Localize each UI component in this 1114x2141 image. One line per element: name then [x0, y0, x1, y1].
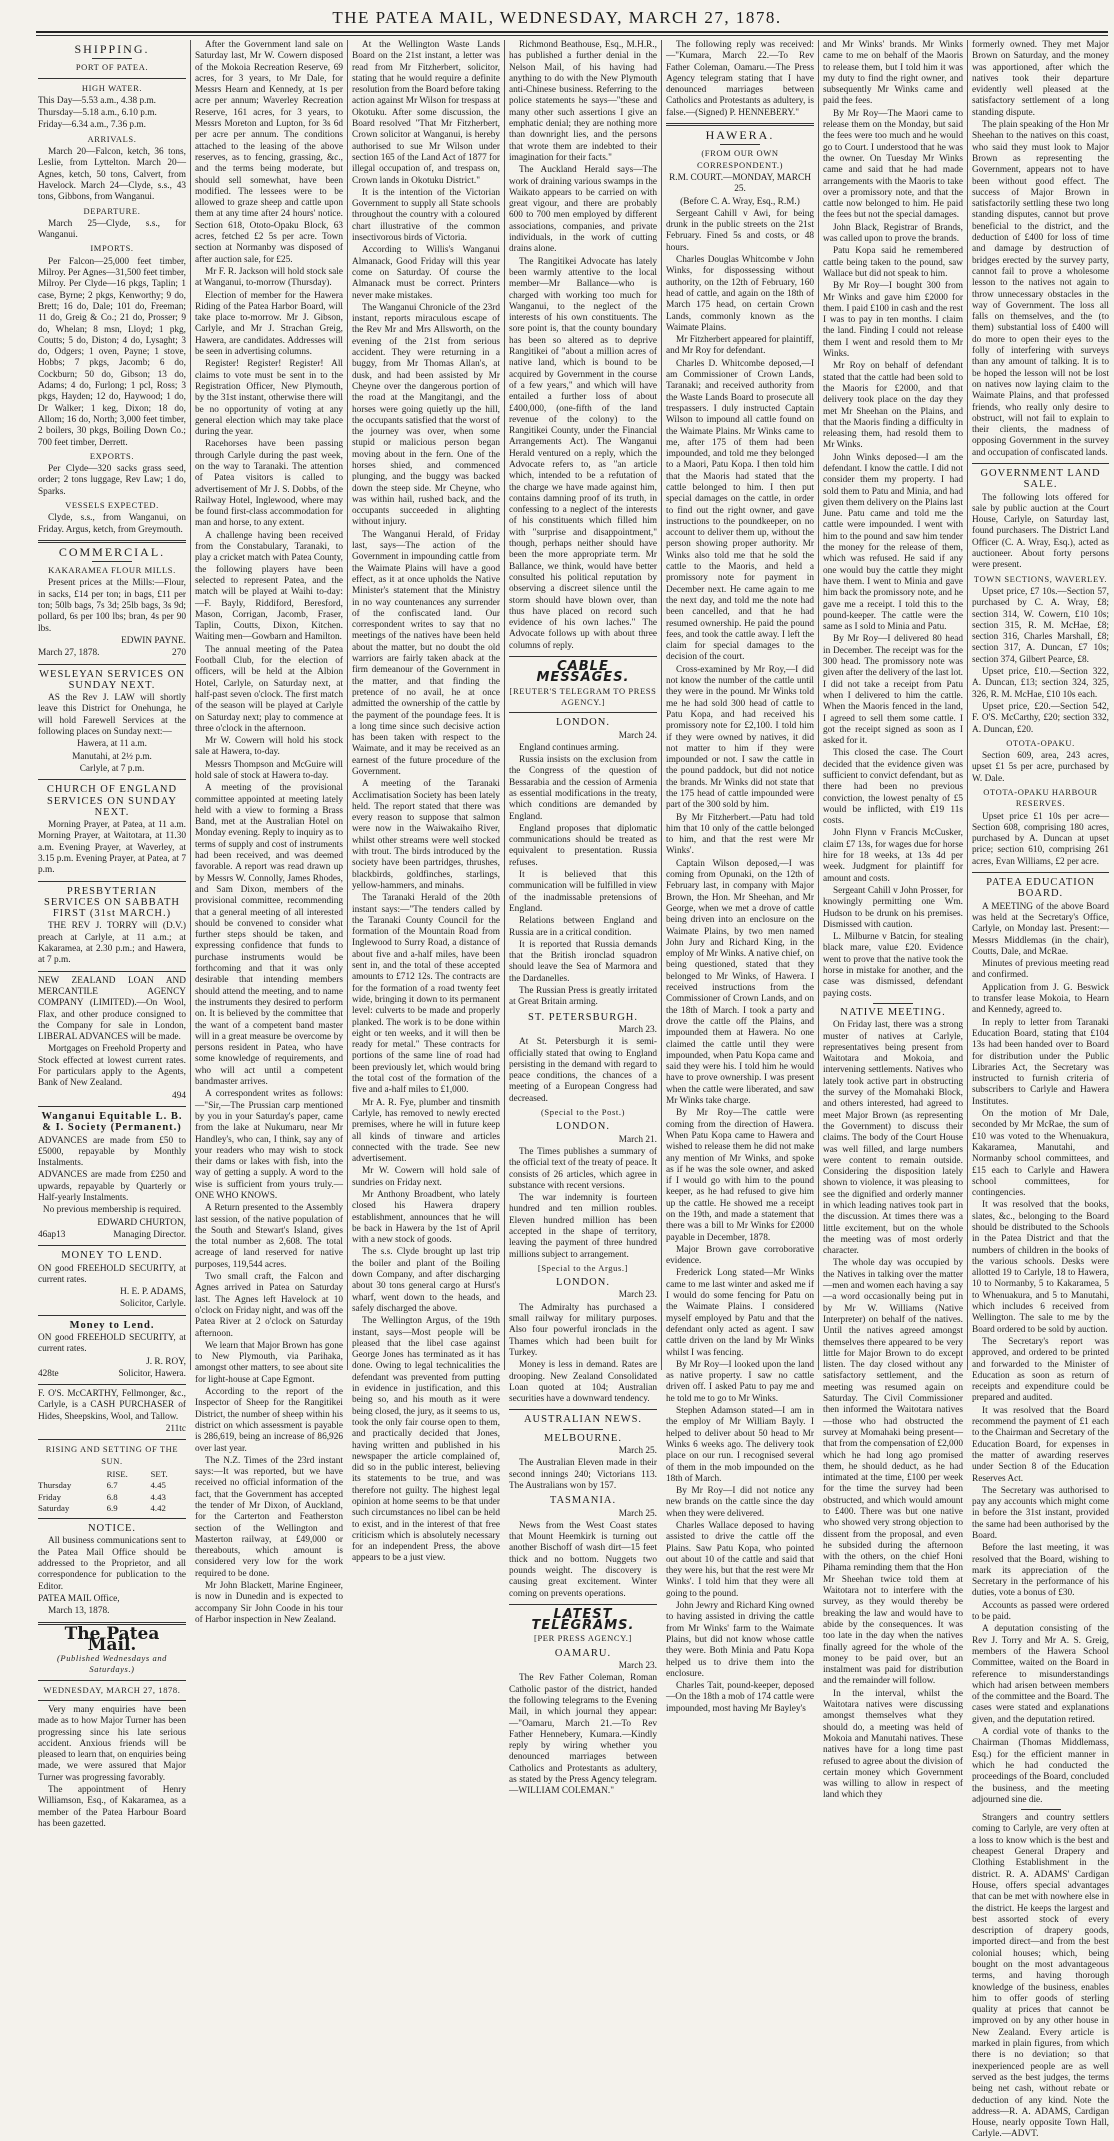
paper-title: The Patea Mail.	[64, 1623, 160, 1655]
article-p: The following reply was received:—"Kumara, March 22.—To Rev Father Coleman, Oamaru.—The Press Agency telegram stating that I have denounced marriages between Catholics and Protestants as adultery, is false.—(Signed) P. HENNEBERY."	[666, 40, 814, 118]
notice-text: All business communications sent to the Patea Mail Office should be addressed to the Proprietor, and all correspondence for publication to the Editor.	[38, 1536, 186, 1592]
article-p: Money is less in demand. Rates are drooping. New Zealand Consolidated Loan quoted at 104; Australian securities have a downward tendency.	[509, 1360, 657, 1405]
divider	[873, 1003, 913, 1004]
dateline: March 23.	[618, 1024, 657, 1035]
rm-court-before: (Before C. A. Wray, Esq., R.M.)	[680, 196, 800, 207]
divider	[509, 1409, 657, 1410]
article-p: Mr Fitzherbert appeared for plaintiff, and Mr Roy for defendant.	[666, 335, 814, 357]
divider	[509, 1604, 657, 1605]
imports-heading: IMPORTS.	[90, 243, 134, 254]
special-post: (Special to the Post.)	[540, 1107, 626, 1118]
divider	[92, 561, 132, 562]
article-p: Section 609, area, 243 acres, upset £1 5s per acre, purchased by W. Dale.	[972, 751, 1109, 784]
wanganui-society-heading: Wanganui Equitable L. B. & I. Society (Permanent.)	[41, 1110, 183, 1134]
article-p: By Mr Roy—I bought 300 from Mr Winks and gave him £2000 for them. I paid £100 in cash and the rest I was to pay in ten months. I claim the land. Finding I could not release them I went and resold them to Mr Winks.	[823, 281, 963, 360]
masthead-rule	[36, 31, 1108, 33]
article-p: England proposes that diplomatic communications should be treated as equivalent to presentation. Russia refuses.	[509, 823, 657, 868]
gov-sale-heading: GOVERNMENT LAND SALE.	[980, 467, 1101, 491]
article-p: The annual meeting of the Patea Football Club, for the election of officers, will be held at the Albion Hotel, Carlyle, on Saturday next, at half-past seven o'clock. The first match of the season will be played at Carlyle on Saturday next; play to commence at three o'clock in the afternoon.	[195, 644, 343, 734]
flour-mills-heading: KAKARAMEA FLOUR MILLS.	[48, 565, 176, 576]
divider	[38, 1384, 186, 1385]
divider	[38, 1315, 186, 1316]
article-p: formerly owned. They met Major Brown on Saturday, and the money was apportioned, after which the natives took their departure evidently well pleased at the satisfactory settlement of a long standing dispute.	[972, 40, 1109, 118]
table-row: Friday 6.8 4.43	[38, 1491, 166, 1502]
advances-2: ADVANCES are made from £250 and upwards, repayable by Quarterly or Half-yearly Instalments.	[38, 1170, 186, 1204]
divider	[509, 712, 657, 713]
church-text: Morning Prayer, at Patea, at 11 a.m. Morning Prayer, at Waitotara, at 11.30 a.m. Evening Prayer, at Waverley, at 3.15 p.m. Evening Prayer, at Patea, at 7 p.m.	[38, 820, 186, 876]
advances-3: No previous membership is required.	[42, 1205, 182, 1216]
table-row: Thursday 6.7 4.45	[38, 1480, 166, 1491]
article-p: The Rangitikei Advocate has lately been warmly attentive to the local member—Mr Ballance—who is charged with working too much for Wanganui, to the neglect of the interests of his own constituents. The sore point is, that the county boundary has been so altered as to deprive Rangitikei of "about a million acres of native land, which is bound to be acquired by Government in the course of a few years," and which will have entailed a further loss of about £400,000, (one-fifth of the land revenue of the colony) to the Rangitikei County, under the Financial Arrangements Act). The Wanganui Herald ventured on a reply, which the Advocate refers to, as "an article which, intended to be a refutation of the charge we have made against him, contains damning proof of its truth, in confessing to a neglect of the interests of his constituents which filled him with "surprise and disappointment," though, perhaps neither should have been the more appropriate term. Mr Ballance, we think, would have better consulted his political reputation by observing a discreet silence until the storm should have blown over, than thus have placed on record such evidence of his own laches." The Advocate follows up with about three columns of reply.	[509, 256, 657, 651]
article-p: Messrs Thompson and McGuire will hold sale of stock at Hawera to-day.	[195, 759, 343, 781]
article-p: Two small craft, the Falcon and Agnes arrived in Patea on Saturday last. The Agnes left Havelock at 10 o'clock on Friday night, and was off the Patea River at 2 o'clock on Saturday afternoon.	[195, 1272, 343, 1339]
article-p: The Auckland Herald says—The work of draining various swamps in the Waikato appears to be carried on with great vigour, and there are probably 600 to 700 men employed by different associations, companies, and private individuals, in the work of cutting drains alone.	[509, 165, 657, 255]
arrivals-heading: ARRIVALS.	[87, 133, 137, 144]
article-p: The Wanganui Herald, of Friday last, says—The action of the Government in impounding cattle from the Waimate Plains will have a good effect, as it at once upholds the Native Minister's statement that the Ministry in no way countenances any surrender of the confiscated land. Our correspondent writes to say that no meetings of the natives have been held about the matter, but no doubt the old warriors are fairly taken aback at the firm demeanour of the Government in the matter, and that finding the pretence of no avail, he at once admitted the ownership of the cattle by the payment of the poundage fees. It is a long time since such decisive action has been taken with respect to the Waimate, and it may be received as an earnest of the future procedure of the Government.	[352, 529, 500, 777]
column-rule	[661, 40, 662, 1370]
article-p: The Secretary's report was approved, and ordered to be printed and forwarded to the Minister of Education as soon as return of receipts and expenditure could be prepared and audited.	[972, 1336, 1109, 1404]
article-p: Frederick Long stated—Mr Winks came to me last winter and asked me if I would do some fencing for Patu on the Waimate Plains. I considered myself employed by Patu and that the defendant only acted as agent. I saw cattle driven on the land by Mr Winks whilst I was fencing.	[666, 1268, 814, 1358]
divider	[38, 664, 186, 665]
article-p: A deputation consisting of the Rev J. Torry and Mr A. S. Greig, members of the Hawera School Committee, waited on the Board in reference to misunderstandings which had arisen between members of the committee and the Board. The cases were stated and explanations given, and the deputation retired.	[972, 1624, 1109, 1725]
money2-role: 428te Solicitor, Hawera.	[38, 1368, 186, 1379]
article-p: In reply to letter from Taranaki Education Board, stating that £104 13s had been handed over to Board for distribution under the Public Libraries Act, the Secretary was instructed to furnish criteria of subscribers to Carlyle and Hawera Institutes.	[972, 1017, 1109, 1107]
presby-text: THE REV J. TORRY will (D.V.) preach at Carlyle, at 11 a.m.; at Kakaramea, at 2.30 p.m.; and Hawera, at 7 p.m.	[38, 921, 186, 966]
edu-board-heading: PATEA EDUCATION BOARD.	[986, 877, 1095, 900]
column-rule	[504, 40, 505, 1370]
london-heading: LONDON.	[556, 1277, 610, 1289]
article-p: The plain speaking of the Hon Mr Sheehan to the natives on this coast, who said they must look to Major Brown as representing the Government, appears not to have been without good effect. The success of Major Brown in satisfactorily settling these two long standing disputes, cannot but prove beneficial to the district, and the deduction of £400 for loss of time and damage by destruction of bridges erected by the survey party, cannot fail to prove a wholesome lesson to the natives not again to throw unnecessary obstacles in the way of Government. The loss all falls on themselves, and the (to them) substantial loss of £400 will do more to open their eyes to the folly of interfering with surveys than any amount of talking. It is to be hoped the lesson will not be lost on natives now laying claim to the Waimate Plains, and that professed friends, who really only desire to obstruct, will not fail to explain to their clients, the madness of opposing Government in the survey and occupation of confiscated lands.	[972, 120, 1109, 458]
divider	[38, 1106, 186, 1107]
dateline: March 25.	[618, 1508, 657, 1519]
column-7	[972, 40, 1109, 2140]
article-p: According to Willis's Wanganui Almanack, Good Friday will this year come on Saturday. Of course the Almanack must be correct. Printers never make mistakes.	[352, 245, 500, 301]
divider	[38, 1680, 186, 1681]
gs-subheading: OTOTA-OPAKU HARBOUR RESERVES.	[983, 787, 1098, 809]
article-p: It is reported that Russia demands that the British ironclad squadron should leave the Sea of Marmora and the Dardanelles.	[509, 939, 657, 984]
dateline: March 23.	[618, 1661, 657, 1672]
column-2	[195, 40, 343, 1625]
article-p: Election of member for the Hawera Riding of the Patea Harbor Board, will take place to-morrow. Mr J. Gibson, Carlyle, and Mr J. Strachan Greig, Hawera, are candidates. Addresses will be seen in advertising columns.	[195, 290, 343, 358]
editorial-p1: Very many enquiries have been made as to how Major Turner has been progressing since his late serious accident. Anxious friends will be pleased to learn that, on enquiries being made, we were assured that Major Turner was progressing favorably.	[38, 1705, 186, 1783]
article-p: A meeting of the provisional committee appointed at meeting lately held with a view to forming a Brass Band, met at the Australian Hotel on Monday evening. Reply to inquiry as to terms of supply and cost of instruments had been received, and was deemed favorable. A report was read drawn up by Messrs W. Connolly, James Rhodes, and Sam Dixon, members of the provisional committee, recommending that a general meeting of all interested should be convened to consider what further steps should be taken, and expressing confidence that funds to purchase instruments would be forthcoming and that it was only desirable that intending members should attend the meeting, and to name the instruments they desired to perform on. It is believed by the committee that the want of a competent band master will in a great measure be overcome by persons resident in Patea, who have some knowledge of requirements, and who will act until a competent bandmaster arrives.	[195, 783, 343, 1088]
money-text: ON good FREEHOLD SECURITY, at current rates.	[38, 1263, 186, 1285]
divider	[666, 123, 814, 126]
column-6	[823, 40, 963, 1801]
divider	[972, 872, 1109, 873]
sun-table-heading: RISING AND SETTING OF THE SUN.	[45, 1444, 179, 1466]
aus-news-heading: AUSTRALIAN NEWS.	[523, 1414, 643, 1426]
article-p: At the Wellington Waste Lands Board on the 21st instant, a letter was read from Mr Fitzherbert, solicitor, stating that he would require a definite resolution from the Board before taking action against Mr Wilson for trespass at Okotuku. After some discussion, the Board resolved "That Mr Fitzherbert, Crown solicitor at Wanganui, is hereby authorised to sue Mr Wilson under section 165 of the Land Act of 1877 for illegal occupation of, and trespass on, Crown lands in Okotuku District."	[352, 40, 500, 186]
imports-text: Per Falcon—25,000 feet timber, Milroy. Per Agnes—31,500 feet timber, Milroy. Per Clyde—16 pkgs, Taplin; 1 case, Byrne; 2 pkgs, Kenworthy; 9 do, Brett; 16 do, Dale; 101 do, Freeman; 11 do, Greig & Co.; 21 do, Prosser; 9 do, Whelan; 8 msn, Lloyd; 1 pkg, Coutts; 5 do, Diston; 4 do, Lysaght; 3 do, Odgers; 1 oven, Payne; 1 stove, Hobbs; 7 pkgs, Jacomb; 6 do, Cockburn; 50 do, Gibson; 13 do, Adams; 4 do, Furlong; 1 pcl, Ross; 3 pkgs, Hayden; 12 do, Haywood; 1 do, Dr Walker; 1 keg, Dixon; 18 do, Allom; 16 do, North; 3,000 feet timber, 2 boilers, 30 pkgs, Boiling Down Co.; 700 feet timber, Derrett.	[38, 256, 186, 448]
hawera-subheading: (FROM OUR OWN CORRESPONDENT.)	[696, 148, 784, 170]
advances-role: 46ap13 Managing Director.	[38, 1229, 186, 1240]
article-p: Richmond Beathouse, Esq., M.H.R., has published a further denial in the Nelson Mail, of his having had anything to do with the New Plymouth anti-Chinese business. Referring to the police statements he says—"these and many other such assertions I give an emphatic denial; they are nothing more than downright lies, and the persons that wrote them are indebted to their imagination for their facts."	[509, 40, 657, 163]
mccarthy-no: 211tc	[165, 1424, 186, 1435]
dateline: March 21.	[618, 1134, 657, 1145]
departure-heading: DEPARTURE.	[83, 205, 141, 216]
flour-text: Present prices at the Mills:—Flour, in sacks, £14 per ton; in bags, £11 per ton; 50lb bags, 7s 3d; 25lb bags, 3s 9d; pollard, 6s per 100 lbs; bran, 4s per 90 lbs.	[38, 578, 186, 634]
article-p: Patu Kopa said he remembered cattle being taken to the pound, saw Wallace but did not speak to him.	[823, 246, 963, 279]
divider	[38, 1439, 186, 1440]
article-p: The Admiralty has purchased a small railway for military purposes. Also four powerful ironclads in the Thames which had been built for Turkey.	[509, 1302, 657, 1358]
divider	[38, 971, 186, 972]
advances-1: ADVANCES are made from £50 to £5000, repayable by Monthly Instalments.	[38, 1135, 186, 1169]
london-heading: LONDON.	[556, 1121, 610, 1133]
hw-line: Thursday—5.18 a.m., 6.10 p.m.	[38, 108, 157, 119]
editorial-p2: The appointment of Henry Williamson, Esq., of Kakaramea, as a member of the Patea Harbour Board has been gazetted.	[38, 1785, 186, 1829]
article-p: The N.Z. Times of the 23rd instant says:—It was reported, but we have received no official information of the fact, that the Government has accepted the tender of Mr Dixon, of Auckland, for the Carterton and Featherston section of the Wellington and Masterton railway, at £49,000 or thereabouts, which amount is considered very low for the work required to be done.	[195, 1455, 343, 1579]
masthead-rule-thin	[36, 35, 1108, 36]
money2-sign: J. R. ROY,	[146, 1356, 186, 1367]
gs-subheading: TOWN SECTIONS, WAVERLEY.	[973, 573, 1108, 584]
presbyterian-heading: PRESBYTERIAN SERVICES ON SABBATH FIRST (31st MARCH.)	[43, 885, 180, 920]
article-p: At St. Petersburgh it is semi-officially stated that owing to England persisting in the demand with regard to peace conditions, the chances of a meeting of a European Congress had decreased.	[509, 1037, 657, 1104]
article-p: The war indemnity is fourteen hundred and ten million roubles. Eleven hundred million has been accepted in the shape of territory, leaving the payment of three hundred millions subject to arrangement.	[509, 1193, 657, 1260]
divider	[720, 144, 760, 145]
article-p: This closed the case. The Court decided that the evidence given was sufficient to convict defendant, but as there had been no previous conviction, the lowest penalty of £5 would be inflicted, with £19 11s costs.	[823, 748, 963, 827]
article-p: In the interval, whilst the Waitotara natives were discussing amongst themselves what they should do, a meeting was held of Mokoia and Manutahi natives. These natives have for a long time past refused to agree about the division of certain money which Government was willing to allow in respect of land which they	[823, 1688, 963, 1801]
article-p: It is believed that this communication will be fulfilled in view of the inadmissable pretensions of England.	[509, 870, 657, 914]
article-p: Mr W. Cowern will hold sale of sundries on Friday next.	[352, 1166, 500, 1188]
article-p: By Mr Roy—I delivered 80 head in December. The receipt was for the 300 head. The promissory note was given after the delivery of the last lot. I did not take a receipt from Patu when I delivered to him the cattle. When the Maoris fenced in the land, I agreed to sell them some cattle. I got the receipt signed as soon as I asked for it.	[823, 634, 963, 747]
article-p: Mr John Blackett, Marine Engineer, is now in Dunedin and is expected to accompany Sir John Coode in his tour of Harbor inspection in New Zealand.	[195, 1581, 343, 1625]
article-p: Sergeant Cahill v John Prosser, for knowingly permitting one Wm. Hudson to be drunk on his premises. Dismissed with caution.	[823, 885, 963, 930]
article-p: A correspondent writes as follows:—"Sir,—The Prussian carp mentioned by you in your Saturday's paper, came from the lake at Nukumaru, near Mr Handley's, who can, I think, say any of your readers who may wish to stock their dams or lakes with fish, into the way of getting a supply. A word to the wise is sufficient from yours truly.—ONE WHO KNOWS.	[195, 1089, 343, 1201]
divider	[563, 1429, 603, 1430]
article-p: Charles D. Whitcombe deposed,—I am Commissioner of Crown Lands, Taranaki; and received authority from the Waste Lands Board to prosecute all trespassers. I duly instructed Captain Wilson to impound all cattle found on the Waimate Plains. Mr Winks came to me, after 175 of them had been impounded, and told me they belonged to a Maori, Patu Kopa. I then told him that the Maoris had stated that the cattle belonged to him. I then put special damages on the cattle, in order to find out the right owner, and gave instructions to the poundkeeper, on no account to deliver them up, without the person showing proper authority. Mr Winks also told me that he sold the cattle to the Maoris, and held a promissory note for payment in December next. He came again to me the next day, and told me the note had been cancelled, and that he had resumed ownership. He paid the pound fees, and took the cattle away. I left the claim for special damages to the decision of the court.	[666, 358, 814, 663]
stpete-heading: ST. PETERSBURGH.	[527, 1011, 639, 1023]
hw-line: Friday—6.34 a.m., 7.36 p.m.	[38, 120, 146, 131]
divider	[509, 656, 657, 657]
article-p: We learn that Major Brown has gone to New Plymouth, via Parihaka, amongst other matters, to see about site for light-house at Cape Egmont.	[195, 1340, 343, 1385]
flour-date: March 27, 1878. 270	[38, 648, 186, 659]
divider	[92, 58, 132, 59]
article-p: John Jewry and Richard King owned to having assisted in driving the cattle from Mr Winks' farm to the Waimate Plains, but did not know whose cattle they were. Both Minia and Patu Kopa helped us to drive them into the enclosure.	[666, 1601, 814, 1679]
article-p: and Mr Winks' brands. Mr Winks came to me on behalf of the Maoris to release them, but I told him it was my duty to find the right owner, and subsequently Mr Winks came and paid the fees.	[823, 40, 963, 107]
article-p: On Friday last, there was a strong muster of natives at Carlyle, representatives being present from Waitotara and Mokoia, and intervening settlements. Natives who lately took active part in obstructing the survey of the Momahaki Block, and others interested, had agreed to meet Major Brown (as representing the Government) to discuss their claims. The body of the Court House was well filled, and large numbers were content to remain outside. Considering the disposition lately shown to violence, it was pleasing to see the dignified and orderly manner in which leading natives took part in the discussion. At times there was a little excitement, but on the whole the meeting was of most orderly character.	[823, 1020, 963, 1257]
paper-subtitle: (Published Wednesdays and Saturdays.)	[56, 1653, 168, 1675]
article-p: By Mr Fitzherbert.—Patu had told him that 10 only of the cattle belonged to him, and that the rest were Mr Winks'.	[666, 812, 814, 857]
exports-heading: EXPORTS.	[89, 450, 135, 461]
divider	[972, 463, 1109, 464]
london-heading: LONDON.	[556, 717, 610, 729]
article-p: The Wellington Argus, of the 19th instant, says—Most people will be pleased that the libel case against George Jones has terminated as it has done. Owing to legal technicalities the defendant was prevented from putting in evidence in justification, and this being so, and his mouth as it were being closed, the jury, as it seems to us, took the only fair course open to them, and practically decided that Jones, having written and published in his newspaper the article complained of, did so in the public interest, believing its statements to be true, and was therefore not guilty. The highest legal opinion at home seems to be that under such circumstances no libel can be held to exist, and in the interest of that free criticism which is absolutely necessary for an independent Press, the above appears to be a just view.	[352, 1316, 500, 1564]
native-meeting-heading: NATIVE MEETING.	[840, 1006, 946, 1018]
oamaru-heading: OAMARU.	[554, 1647, 612, 1659]
article-p: A Return presented to the Assembly last session, of the native population of the South and Stewart's Island, gives the total number as 2,608. The total acreage of land reserved for native purposes, 119,544 acres.	[195, 1203, 343, 1270]
article-p: Mr Roy on behalf of defendant stated that the cattle had been sold to the Maoris for £2000, and that delivery took place on the day they met Mr Sheehan on the Plains, and that the Maoris finding a difficulty in releasing them, had resold them to Mr Winks.	[823, 361, 963, 451]
article-p: John Flynn v Francis McCusker, claim £7 13s, for wages due for horse hire for 18 weeks, at 13s 4d per week. Judgment for plaintiff for amount and costs.	[823, 828, 963, 884]
article-p: Mr F. R. Jackson will hold stock sale at Wanganui, to-morrow (Thursday).	[195, 266, 343, 289]
exports-text: Per Clyde—320 sacks grass seed, order; 2 tons luggage, Rev Law; 1 do, Sparks.	[38, 464, 186, 497]
article-p: By Mr Roy—I looked upon the land as native property. I saw no cattle driven off. I asked Patu to pay me and he told me to go to Mr Winks.	[666, 1359, 814, 1404]
latest-subheading: [PER PRESS AGENCY.]	[534, 1633, 632, 1644]
column-4	[509, 40, 657, 1797]
shipping-heading: SHIPPING.	[74, 42, 150, 56]
article-p: The Times publishes a summary of the official text of the treaty of peace. It consists of 26 articles, which agree in substance with recent versions.	[509, 1146, 657, 1191]
hw-line: This Day—5.53 a.m., 4.38 p.m.	[38, 95, 157, 106]
article-p: The following lots offered for sale by public auction at the Court House, Carlyle, on Saturday last, found purchasers. The District Land Officer (C. A. Wray, Esq.), acted as auctioneer. About forty persons were present.	[972, 492, 1109, 571]
rm-court-heading: R.M. COURT.—MONDAY, MARCH 25.	[669, 172, 811, 195]
article-p: Russia insists on the exclusion from the Congress of the question of Bessarabia and the cession of Armenia as essential modifications in the treaty, which conditions are demanded by England.	[509, 755, 657, 822]
dateline: March 23.	[618, 1290, 657, 1301]
notice-date: March 13, 1878.	[48, 1606, 110, 1617]
article-p: After the Government land sale on Saturday last, Mr W. Cowern disposed of the Mokoia Recreation Reserve, 69 acres, for 3 years, to Mr Dale, for Messrs Hearn and Kennedy, at 1s per acre per annum; Waverley Recreation Reserve, 161 acres, for 3 years, to Messrs Moreton and Lupton, for 3s 6d per acre per annum. The conditions attached to the leasing of the above reserves, as to fencing, grassing, &c., and the terms being moderate, but should sell somewhat, have been modified. The lessees were to be allowed to graze sheep and cattle upon them at any time after 24 hours' notice. Section 618, Ototo-Opaku Block, 63 acres, fetched £2 5s per acre. Town section at Normanby was disposed of after auction sale, for £25.	[195, 40, 343, 265]
article-p: Major Brown gave corroborative evidence.	[666, 1244, 814, 1267]
column-rule	[818, 40, 819, 1370]
article-p: By Mr Roy—The Maori came to release them on the Monday, but said the fees were too much and he would go to Court. I understood that he was the owner. On Tuesday Mr Winks came and said that he had made arrangements with the Maoris to take over a promissory note, and that the cattle now belonged to him. He paid the fees but not the special damages.	[823, 108, 963, 221]
article-p: Before the last meeting, it was resolved that the Board, wishing to mark its appreciation of the Secretary in the performance of his duties, vote a bonus of £30.	[972, 1543, 1109, 1599]
nz-loan-text-2: Mortgages on Freehold Property and Stock effected at lowest current rates. For particulars apply to the Agents, Bank of New Zealand.	[38, 1044, 186, 1089]
cable-subheading: [REUTER'S TELEGRAM TO PRESS AGENCY.]	[509, 685, 657, 707]
wesleyan-text: AS the Rev J. LAW will shortly leave this District for Onehunga, he will hold Farewell Services at the following places on Sunday next:—	[38, 693, 186, 738]
article-p: Upset price, £7 10s.—Section 57, purchased by C. A. Wray, £8; section 314, W. Cowern, £10 10s; section 315, R. M. McHae, £8; section 316, Charles Marshall, £8; section 317, A. Duncan, £7 10s; section 374, Gilbert Pearce, £8.	[972, 586, 1109, 665]
article-p: It was resolved that the Board recommend the payment of £1 each to the Chairman and Secretary of the Education Board, for expenses in the matter of awarding reserves under Section 8 of the Education Reserves Act.	[972, 1405, 1109, 1484]
divider	[38, 881, 186, 882]
article-p: The Wanganui Chronicle of the 23rd instant, reports miraculous escape of the Rev Mr and Mrs Allsworth, on the evening of the 21st from serious accident. They were returning in a buggy, from Mr Thomas Allan's, at dusk, and had been assisted by Mr Cheyne over the dangerous portion of the road at the Mangitangi, and the horses were going quietly up the hill, the occupants satisfied that the worst of the journey was over, when some stupid or malicious person began moving about in the fern. One of the horses shied, and commenced plunging, and the buggy was backed down the steep side. Mr Cheyne, who was within hail, rushed back, and the occupants succeeded in alighting without injury.	[352, 302, 500, 528]
divider	[38, 540, 186, 543]
masthead	[0, 0, 1114, 34]
article-p: The whole day was occupied by the Natives in talking over the matter—men and women each having a say—a word occasionally being put in by Mr W. Williams (Native Interpreter) on behalf of the natives. Until the natives agreed amongst themselves there appeared to be very little for Major Brown to do except listen. The day closed without any satisfactory settlement, and the meeting was resumed again on Saturday. The Civil Commissioner then informed the Waitotara natives—those who had obstructed the survey at Momahaki being present—that from the compensation of £2,000 which he had long ago promised them, he should deduct, as he had intimated at the time, £100 per week for the time the survey had been obstructed, and which would amount to £400. There was but one native who showed very strong objection to dissent from the proposal, and even he subsided during the afternoon with the others, on the chief Honi Pihama reminding them that the Hon Mr Sheehan twice told them at Waitotara not to interfere with the survey, as they would thereby be breaking the law and would have to abide by the consequences. It was too late in the day when the natives finally agreed for the whole of the money to be paid over, but an instalment was paid for distribution and the remainder will follow.	[823, 1258, 963, 1687]
money-role: Solicitor, Carlyle.	[120, 1299, 186, 1310]
melbourne-heading: MELBOURNE.	[544, 1432, 622, 1444]
article-p: The Australian Eleven made in their second innings 240; Victorians 113. The Australians won by 157.	[509, 1458, 657, 1491]
article-p: England continues arming.	[519, 742, 619, 753]
column-3	[352, 40, 500, 1564]
commercial-heading: COMMERCIAL.	[58, 544, 166, 559]
divider	[1021, 1809, 1061, 1810]
tasmania-heading: TASMANIA.	[549, 1495, 617, 1507]
departure-text: March 25—Clyde, s.s., for Wanganui.	[38, 218, 186, 241]
article-p: Relations between England and Russia are in a critical condition.	[509, 916, 657, 938]
article-p: Stephen Adamson stated—I am in the employ of Mr William Bayly. I helped to deliver about 50 head to Mr Winks 6 weeks ago. The delivery took place on our run. I recognised several of them in the mob impounded on the 18th of March.	[666, 1406, 814, 1484]
article-p: Accounts as passed were ordered to be paid.	[972, 1600, 1109, 1623]
table-row: Saturday 6.9 4.42	[38, 1502, 166, 1513]
article-p: The Rev Father Coleman, Roman Catholic pastor of the district, handed the following telegrams to the Evening Mail, in which journal they appear:—"Oamaru, March 21.—To Rev Father Hennebery, Kumara.—Kindly reply by wiring whether you denounced marriages between Catholics and Protestants as adultery, as stated by the Press Agency telegram.—WILLIAM COLEMAN."	[509, 1673, 657, 1797]
vessels-heading: VESSELS EXPECTED.	[65, 499, 159, 510]
column-1	[38, 40, 186, 1829]
article-p: By Mr Roy—The cattle were coming from the direction of Hawera. When Patu Kopa came to Hawera and wished to release them he did not make any mention of Mr Winks, and spoke as if he was the sole owner, and asked if I would go with him to the pound keeper, as he had refused to give him up the cattle. He showed me a receipt on the 19th, and made a statement that there was a bill to Mr Winks for £2000 payable in December, 1878.	[666, 1108, 814, 1243]
article-p: Upset price £1 10s per acre—Section 608, comprising 180 acres, purchased by A. Duncan at upset price; section 610, comprising 261 acres, Evan Williams, £2 per acre.	[972, 811, 1109, 867]
article-p: The Russian Press is greatly irritated at Great Britain arming.	[509, 986, 657, 1008]
nz-loan-text: NEW ZEALAND LOAN AND MERCANTILE AGENCY COMPANY (LIMITED).—On Wool, Flax, and other produce consigned to the Company for sale in London, LIBERAL ADVANCES will be made.	[38, 975, 186, 1043]
divider	[38, 1245, 186, 1246]
money-sign: H. E. P. ADAMS,	[120, 1287, 186, 1298]
article-p: Upset price, £10.—Section 322, A. Duncan, £13; section 324, 325, 326, R. M. McHae, £10 10s each.	[972, 667, 1109, 700]
article-p: Racehorses have been passing through Carlyle during the past week, on the way to Taranaki. The attention of Patea visitors is called to advertisement of Mr J. S. Dobbs, of the Railway Hotel, Inglewood, where may be found first-class accommodation for man and horse, to any extent.	[195, 439, 343, 529]
vessels-text: Clyde, s.s., from Wanganui, on Friday. Argus, ketch, from Greymouth.	[38, 513, 186, 535]
divider	[38, 1518, 186, 1519]
arrivals-text: March 20—Falcon, ketch, 36 tons, Leslie, from Lyttelton. March 20—Agnes, ketch, 50 tons, Calvert, from Havelock. March 24—Clyde, s.s., 43 tons, Gibbons, from Wanganui.	[38, 147, 186, 203]
paper-date: WEDNESDAY, MARCH 27, 1878.	[43, 1684, 181, 1695]
high-water-heading: HIGH WATER.	[81, 82, 143, 93]
wesleyan-item: Hawera, at 11 a.m.	[77, 739, 147, 750]
article-p: It is the intention of the Victorian Government to supply all State schools throughout the country with a coloured chart illustrative of the common insectivorous birds of Victoria.	[352, 187, 500, 244]
article-p: A MEETING of the above Board was held at the Secretary's Office, Carlyle, on Monday last. Present:—Messrs Middlemas (in the chair), Coutts, Dale, and McRae.	[972, 901, 1109, 957]
article-p: On the motion of Mr Dale, seconded by Mr McRae, the sum of £10 was voted to the Whenuakura, Kakaramea, Manutahi, and Normanby school committees, and £15 each to Carlyle and Hawera school committees, for contingencies.	[972, 1109, 1109, 1199]
article-p: Charles Douglas Whitcombe v John Winks, for dispossessing without authority, on the 12th of February, 160 head of cattle, and again on the 18th of March 175 head, on certain Crown Lands, commonly known as the Waimate Plains.	[666, 255, 814, 333]
article-p: Cross-examined by Mr Roy,—I did not know the number of the cattle until they were in the pound. Mr Winks told me he had sold 300 head of cattle to Patu Kopa, and had received his promissory note for £2,100. I told him if they were owned by natives, it did not matter to him if they were impounded or not. I saw the cattle in the pound paddock, but did not notice the brands. Mr Winks did not state that the 175 head of cattle impounded were part of the 300 sold by him.	[666, 664, 814, 811]
wesleyan-heading: WESLEYAN SERVICES ON SUNDAY NEXT.	[39, 668, 185, 691]
divider	[38, 78, 186, 79]
money-lend-2-heading: Money to Lend.	[69, 1319, 155, 1331]
special-argus: [Special to the Argus.]	[537, 1262, 629, 1273]
advances-sign: EDWARD CHURTON,	[97, 1217, 186, 1228]
money2-text: ON good FREEHOLD SECURITY, at current rates.	[38, 1332, 186, 1355]
article-p: A challenge having been received from the Constabulary, Taranaki, to play a cricket match with Patea County, the following players have been selected to represent Patea, and the match will be played at Waihi to-day:—F. Bayly, Riddiford, Beresford, Mason, Corrigan, Jacomb, Fraser, Taplin, Coutts, Dixon, Kitchen. Waiting men—Gowbarn and Hamilton.	[195, 530, 343, 643]
article-p: The Taranaki Herald of the 20th instant says:—"The tenders called by the Taranaki County Council for the formation of the Mountain Road from Inglewood to Surry Road, a distance of about five and a-half miles, have been sent in, and the total of these accepted amounts to £712 12s. The contracts are for the formation of a road twenty feet wide, bringing it down to its permanent level: culverts to be made and properly planked. The work is to be done within eight or ten weeks, and it will then be ready for metal." These contracts for portions of the same line of road had been previously let, which would bring the total cost of the formation of the five and a-half miles to £1,000.	[352, 893, 500, 1096]
hawera-heading: HAWERA.	[705, 128, 775, 143]
article-p: News from the West Coast states that Mount Heemkirk is turning out another Bischoff of wash dirt—15 feet thick and no bottom. Nuggets two pounds weight. The discovery is causing great excitement. Winter coming on prevents operations.	[509, 1520, 657, 1599]
flour-sign: EDWIN PAYNE.	[121, 635, 186, 646]
sun-table: RISE. SET. Thursday 6.7 4.45 Friday 6.8 4.43 Saturday 6.9 4.42	[38, 1469, 186, 1514]
money-lend-heading: MONEY TO LEND.	[61, 1250, 163, 1262]
article-p: Upset price, £20.—Section 542, F. O'S. McCarthy, £20; section 332, A. Duncan, £20.	[972, 701, 1109, 735]
article-p: Captain Wilson deposed,—I was coming from Opunaki, on the 12th of February last, in company with Major Brown, the Hon. Mr Sheehan, and Mr George, when we met a drove of cattle being driven into an enclosure on the Waimate Plains, by two men named John Jury and Richard King, in the employ of Mr Winks. A native chief, on being questioned, stated that they belonged to Mr Winks, of Hawera. I received instructions from the Commissioner of Crown Lands, and on the 18th of March. I took a party and drove the cattle off the Plains, and impounded them at Hawera. No one claimed the cattle until they were impounded, when Patu Kopa came and said they were his. I told him he would have to prove ownership. I was present when the cattle were liberated, and saw Mr Winks take charge.	[666, 858, 814, 1107]
column-rule	[967, 40, 968, 1370]
gs-subheading: OTOTA-OPAKU.	[1006, 737, 1075, 748]
dateline: March 25.	[618, 1446, 657, 1457]
article-p: Charles Tait, pound-keeper, deposed—On the 18th a mob of 174 cattle were impounded, most having Mr Bayley's	[666, 1681, 814, 1714]
article-p: The s.s. Clyde brought up last trip the boiler and plant of the Boiling down Company, and after discharging about 30 tons general cargo at Hurst's wharf, went down to the heads, and safely discharged the above.	[352, 1247, 500, 1314]
article-p: It was resolved that the books, slates, &c., belonging to the Board should be distributed to the Schools in the Patea District and that the numbers of children in the books of the various schools. Desks were allotted 19 to Carlyle, 18 to Hawera, 10 to Normanby, 5 to Kakaramea, 5 to Whenuakura, and 5 to Manutahi, which includes 6 received from Wellington. The sale to me by the Board ordered to be sold by auction.	[972, 1200, 1109, 1335]
article-p: Charles Wallace deposed to having assisted to drive the cattle off the Plains. Saw Patu Kopa, who pointed out about 10 of the cattle and said that they were his, but that the rest were Mr Winks'. I told him that they were all going to the pound.	[666, 1521, 814, 1599]
notice-heading: NOTICE.	[87, 1523, 137, 1535]
article-p: Application from J. G. Beswick to transfer lease Mokoia, to Hearn and Kennedy, agreed to.	[972, 982, 1109, 1016]
article-p: A cordial vote of thanks to the Chairman (Thomas Middlemass, Esq.) for the efficient manner in which he had conducted the proceedings of the Board, concluded the business, and the meeting adjourned sine die.	[972, 1727, 1109, 1805]
mccarthy-text: F. O'S. McCARTHY, Fellmonger, &c., Carlyle, is a CASH PURCHASER of Hides, Sheepskins, Wool, and Tallow.	[38, 1389, 186, 1422]
column-5	[666, 40, 814, 1714]
masthead-title: THE PATEA MAIL, WEDNESDAY, MARCH 27, 1878.	[332, 8, 782, 27]
article-p: Mr W. Cowern will hold his stock sale at Hawera, to-day.	[195, 736, 343, 758]
nz-loan-no: 494	[172, 1090, 186, 1101]
divider	[38, 779, 186, 780]
dateline: March 24.	[618, 730, 657, 741]
column-rule	[347, 40, 348, 1370]
wesleyan-item: Carlyle, at 7 p.m.	[79, 763, 145, 774]
article-p: By Mr Roy—I did not notice any new brands on the cattle since the day when they were delivered.	[666, 1486, 814, 1519]
article-p: The Secretary was authorised to pay any accounts which might come in before the 31st instant, provided the same had been authorised by the Board.	[972, 1485, 1109, 1541]
article-p: John Winks deposed—I am the defendant. I know the cattle. I did not consider them my property. I had sold them to Patu and Minia, and had given them delivery on the Plains last June. Patu came and told me the cattle were impounded. I went with him to the pound and saw him tender the money for the release of them, which was refused. He said if any one would buy the cattle they might have them. I went to Minia and gave him back the promissory note, and he gave me a receipt. I told this to the pound-keeper. The cattle were the same as I sold to Minia and Patu.	[823, 452, 963, 633]
advertisement: Strangers and country settlers coming to Carlyle, are very often at a loss to know which is the best and cheapest General Drapery and Clothing Establishment in the district. R. A. ADAMS' Cardigan House, offers special advantages that can be met with nowhere else in the district. He keeps the largest and best assorted stock of every description of drapery goods, imported direct—and from the best colonial houses; which, being bought on the most advantageous terms, and having thorough knowledge of the business, enables him to offer goods of sterling quality at prices that cannot be improved on by any other house in New Zealand. Every article is marked in plain figures, from which there is no deviation; so that inexperienced people are as well served as the best judges, the terms being net cash, without rebate or deduction of any kind. Note the address—R. A. ADAMS, Cardigan House, nearly opposite Town Hall, Carlyle.—ADVT.	[972, 1813, 1109, 2140]
article-p: Mr A. R. Fye, plumber and tinsmith Carlyle, has removed to newly erected premises, where he will in future keep all kinds of tinware and articles connected with the trade. See new advertisement.	[352, 1097, 500, 1165]
divider	[38, 1700, 186, 1701]
port-heading: PORT OF PATEA.	[75, 62, 149, 73]
notice-sign: PATEA MAIL Office,	[38, 1593, 120, 1604]
article-p: John Black, Registrar of Brands, was called upon to prove the brands.	[823, 222, 963, 245]
cable-heading: CABLE MESSAGES.	[536, 659, 630, 686]
column-rule	[190, 40, 191, 1370]
church-england-heading: CHURCH OF ENGLAND SERVICES ON SUNDAY NEXT.	[46, 784, 178, 818]
article-p: A meeting of the Taranaki Acclimatisation Society has been lately held. The report stated that there was every reason to suppose that salmon were now in the Waiwakaiho River, whilst other streams were well stocked with trout. The birds introduced by the society have been partridges, thrushes, blackbirds, goldfinches, starlings, yellow-hammers, and minahs.	[352, 779, 500, 891]
latest-heading: LATEST TELEGRAMS.	[531, 1606, 635, 1634]
article-p: Mr Anthony Broadbent, who lately closed his Hawera drapery establishment, announces that he will be back in Hawera by the 1st of April with a new stock of goods.	[352, 1189, 500, 1246]
article-p: According to the report of the Inspector of Sheep for the Rangitikei District, the number of sheep within his district on which assessment is payable is 286,619, being an increase of 86,926 over last year.	[195, 1387, 343, 1454]
article-p: Minutes of previous meeting read and confirmed.	[972, 959, 1109, 981]
wesleyan-item: Manutahi, at 2½ p.m.	[72, 751, 152, 762]
article-p: L. Milburne v Batcin, for stealing black mare, value £20. Evidence went to prove that the native took the horse in mistake for another, and the case was dismissed, defendant paying costs.	[823, 932, 963, 999]
article-p: Register! Register! Register! All claims to vote must be sent in to the Registration Officer, New Plymouth, by the 31st instant, otherwise there will be no opportunity of voting at any general election which may take place during the year.	[195, 359, 343, 438]
article-p: Sergeant Cahill v Awi, for being drunk in the public streets on the 21st February. Fined 5s and costs, or 48 hours.	[666, 208, 814, 253]
